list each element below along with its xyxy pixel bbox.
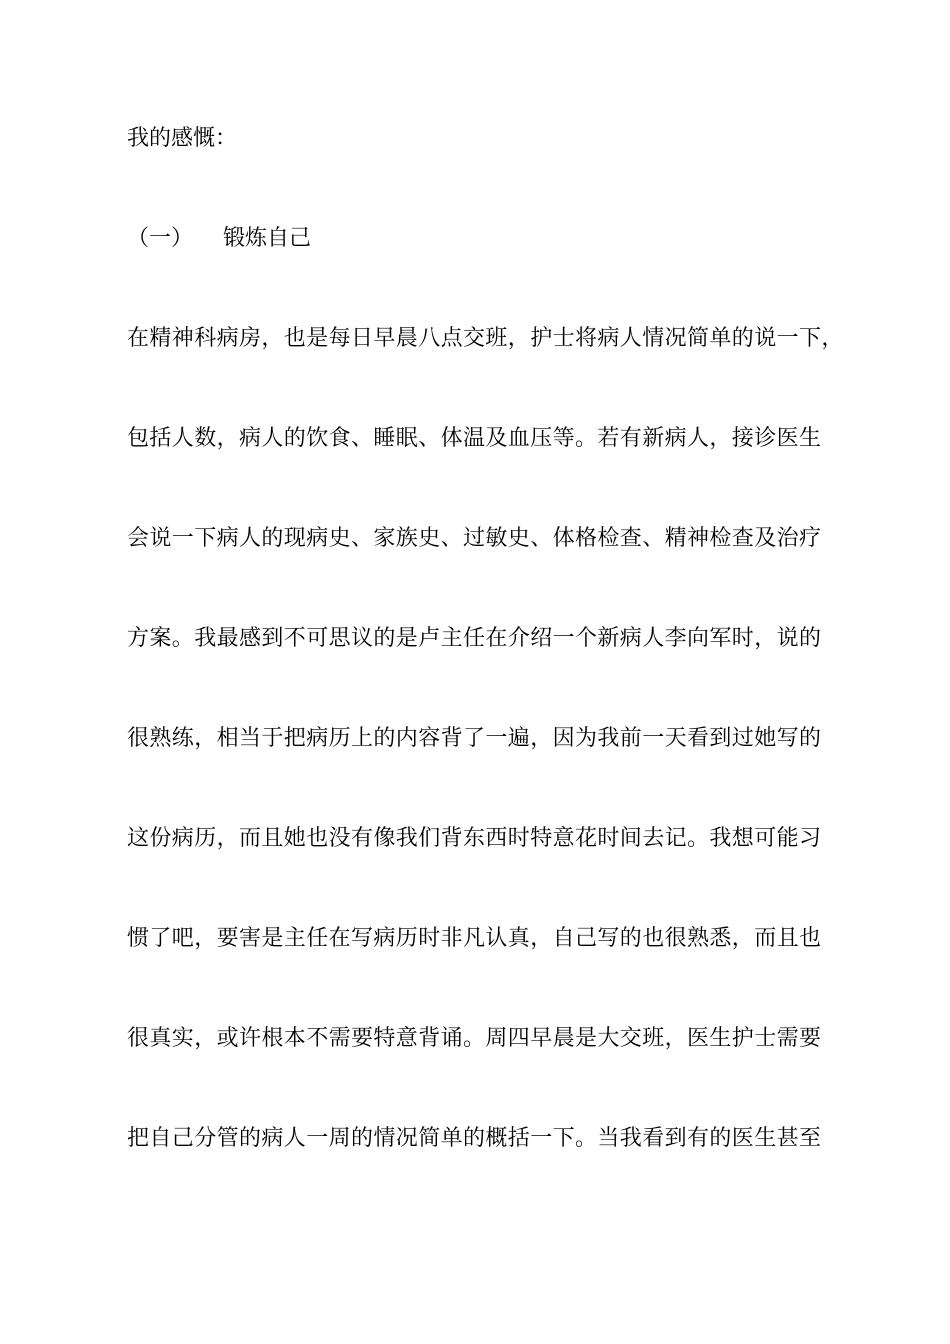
paragraph-line: 会说一下病人的现病史、家族史、过敏史、体格检查、精神检查及治疗 [127,526,822,551]
section-title: 锻炼自己 [223,226,312,251]
paragraph-line: 在精神科病房，也是每日早晨八点交班，护士将病人情况简单的说一下， [127,326,844,351]
paragraph-line: 方案。我最感到不可思议的是卢主任在介绍一个新病人李向军时，说的 [127,626,822,651]
paragraph-line: 包括人数，病人的饮食、睡眠、体温及血压等。若有新病人，接诊医生 [127,426,822,451]
paragraph-line: 把自己分管的病人一周的情况简单的概括一下。当我看到有的医生甚至 [127,1126,822,1151]
section-number: （一） [127,226,194,251]
paragraph-line: 很真实，或许根本不需要特意背诵。周四早晨是大交班，医生护士需要 [127,1026,822,1051]
paragraph-line: 惯了吧，要害是主任在写病历时非凡认真，自己写的也很熟悉，而且也 [127,926,822,951]
section-heading [127,224,311,254]
paragraph-line: 这份病历，而且她也没有像我们背东西时特意花时间去记。我想可能习 [127,826,822,851]
document-title: 我的感慨： [127,126,238,151]
paragraph-line: 很熟练，相当于把病历上的内容背了一遍，因为我前一天看到过她写的 [127,726,822,751]
